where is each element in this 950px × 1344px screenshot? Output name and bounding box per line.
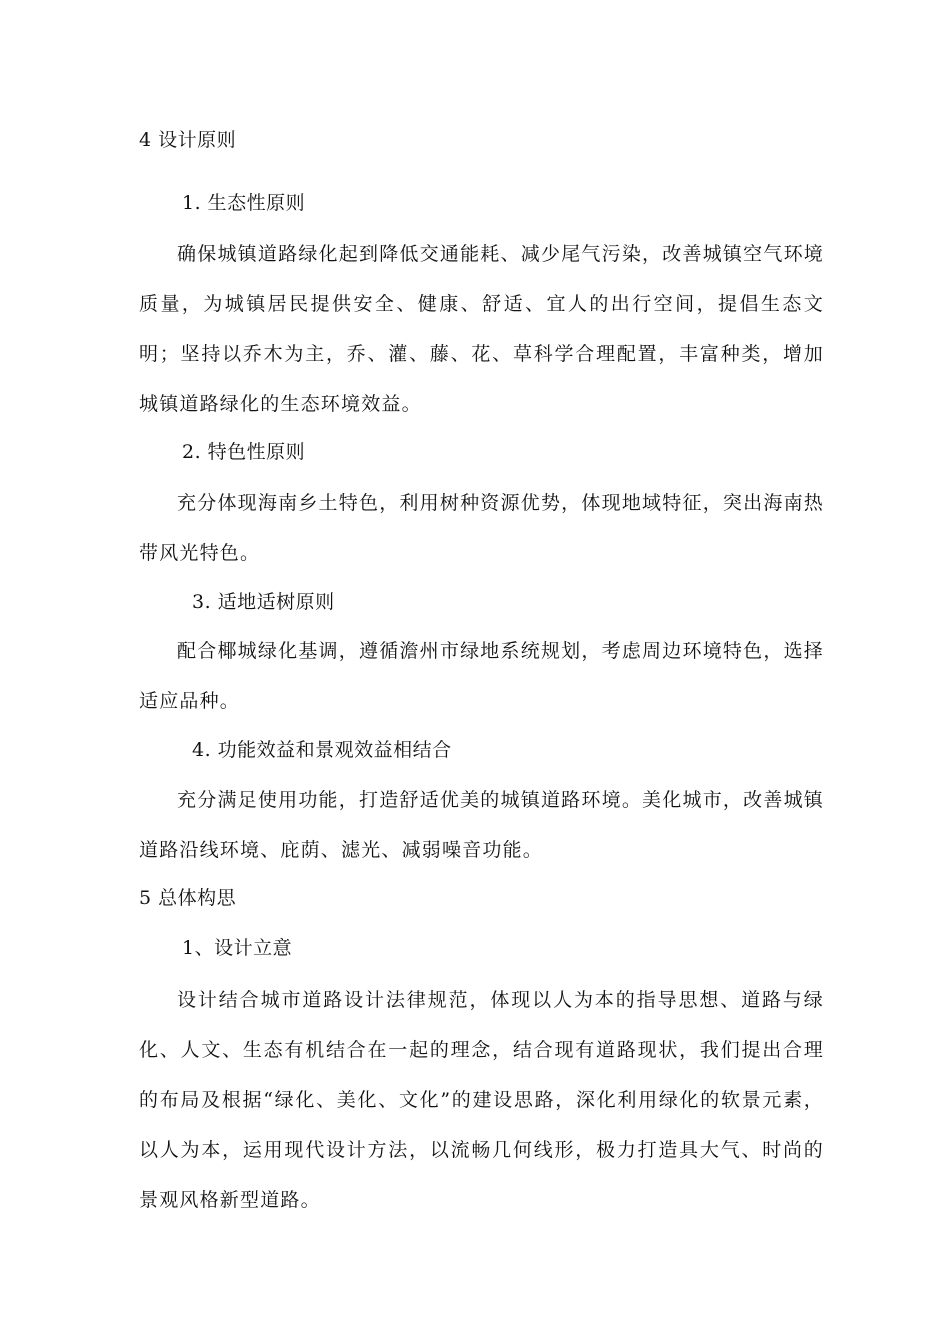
principle-2-body: 充分体现海南乡土特色，利用树种资源优势，体现地域特征，突出海南热带风光特色。 [139, 492, 824, 564]
principle-1-body: 确保城镇道路绿化起到降低交通能耗、减少尾气污染，改善城镇空气环境质量，为城镇居民提供安全、健康、舒适、宜人的出行空间，提倡生态文明；坚持以乔木为主，乔、灌、藤、花、草科学合理配置，丰富种类，增加城镇道路绿化的生态环境效益。 [139, 243, 824, 415]
principle-2-heading: 2. 特色性原则 [182, 441, 306, 463]
section-4-heading: 4 设计原则 [139, 129, 237, 151]
principle-3-heading: 3. 适地适树原则 [192, 591, 335, 613]
principle-3-body: 配合椰城绿化基调，遵循澹州市绿地系统规划，考虑周边环境特色，选择适应品种。 [139, 640, 824, 712]
concept-1-body: 设计结合城市道路设计法律规范，体现以人为本的指导思想、道路与绿化、人文、生态有机结合在一起的理念，结合现有道路现状，我们提出合理的布局及根据“绿化、美化、文化”的建设思路，深化利用绿化的软景元素，以人为本，运用现代设计方法，以流畅几何线形，极力打造具大气、时尚的景观风格新型道路。 [139, 989, 824, 1211]
principle-4-heading: 4. 功能效益和景观效益相结合 [192, 739, 452, 761]
principle-4-body: 充分满足使用功能，打造舒适优美的城镇道路环境。美化城市，改善城镇道路沿线环境、庇荫、滤光、减弱噪音功能。 [139, 789, 824, 861]
section-5-heading: 5 总体构思 [139, 887, 237, 909]
concept-1-heading: 1、设计立意 [182, 937, 293, 959]
principle-1-heading: 1. 生态性原则 [182, 192, 306, 214]
